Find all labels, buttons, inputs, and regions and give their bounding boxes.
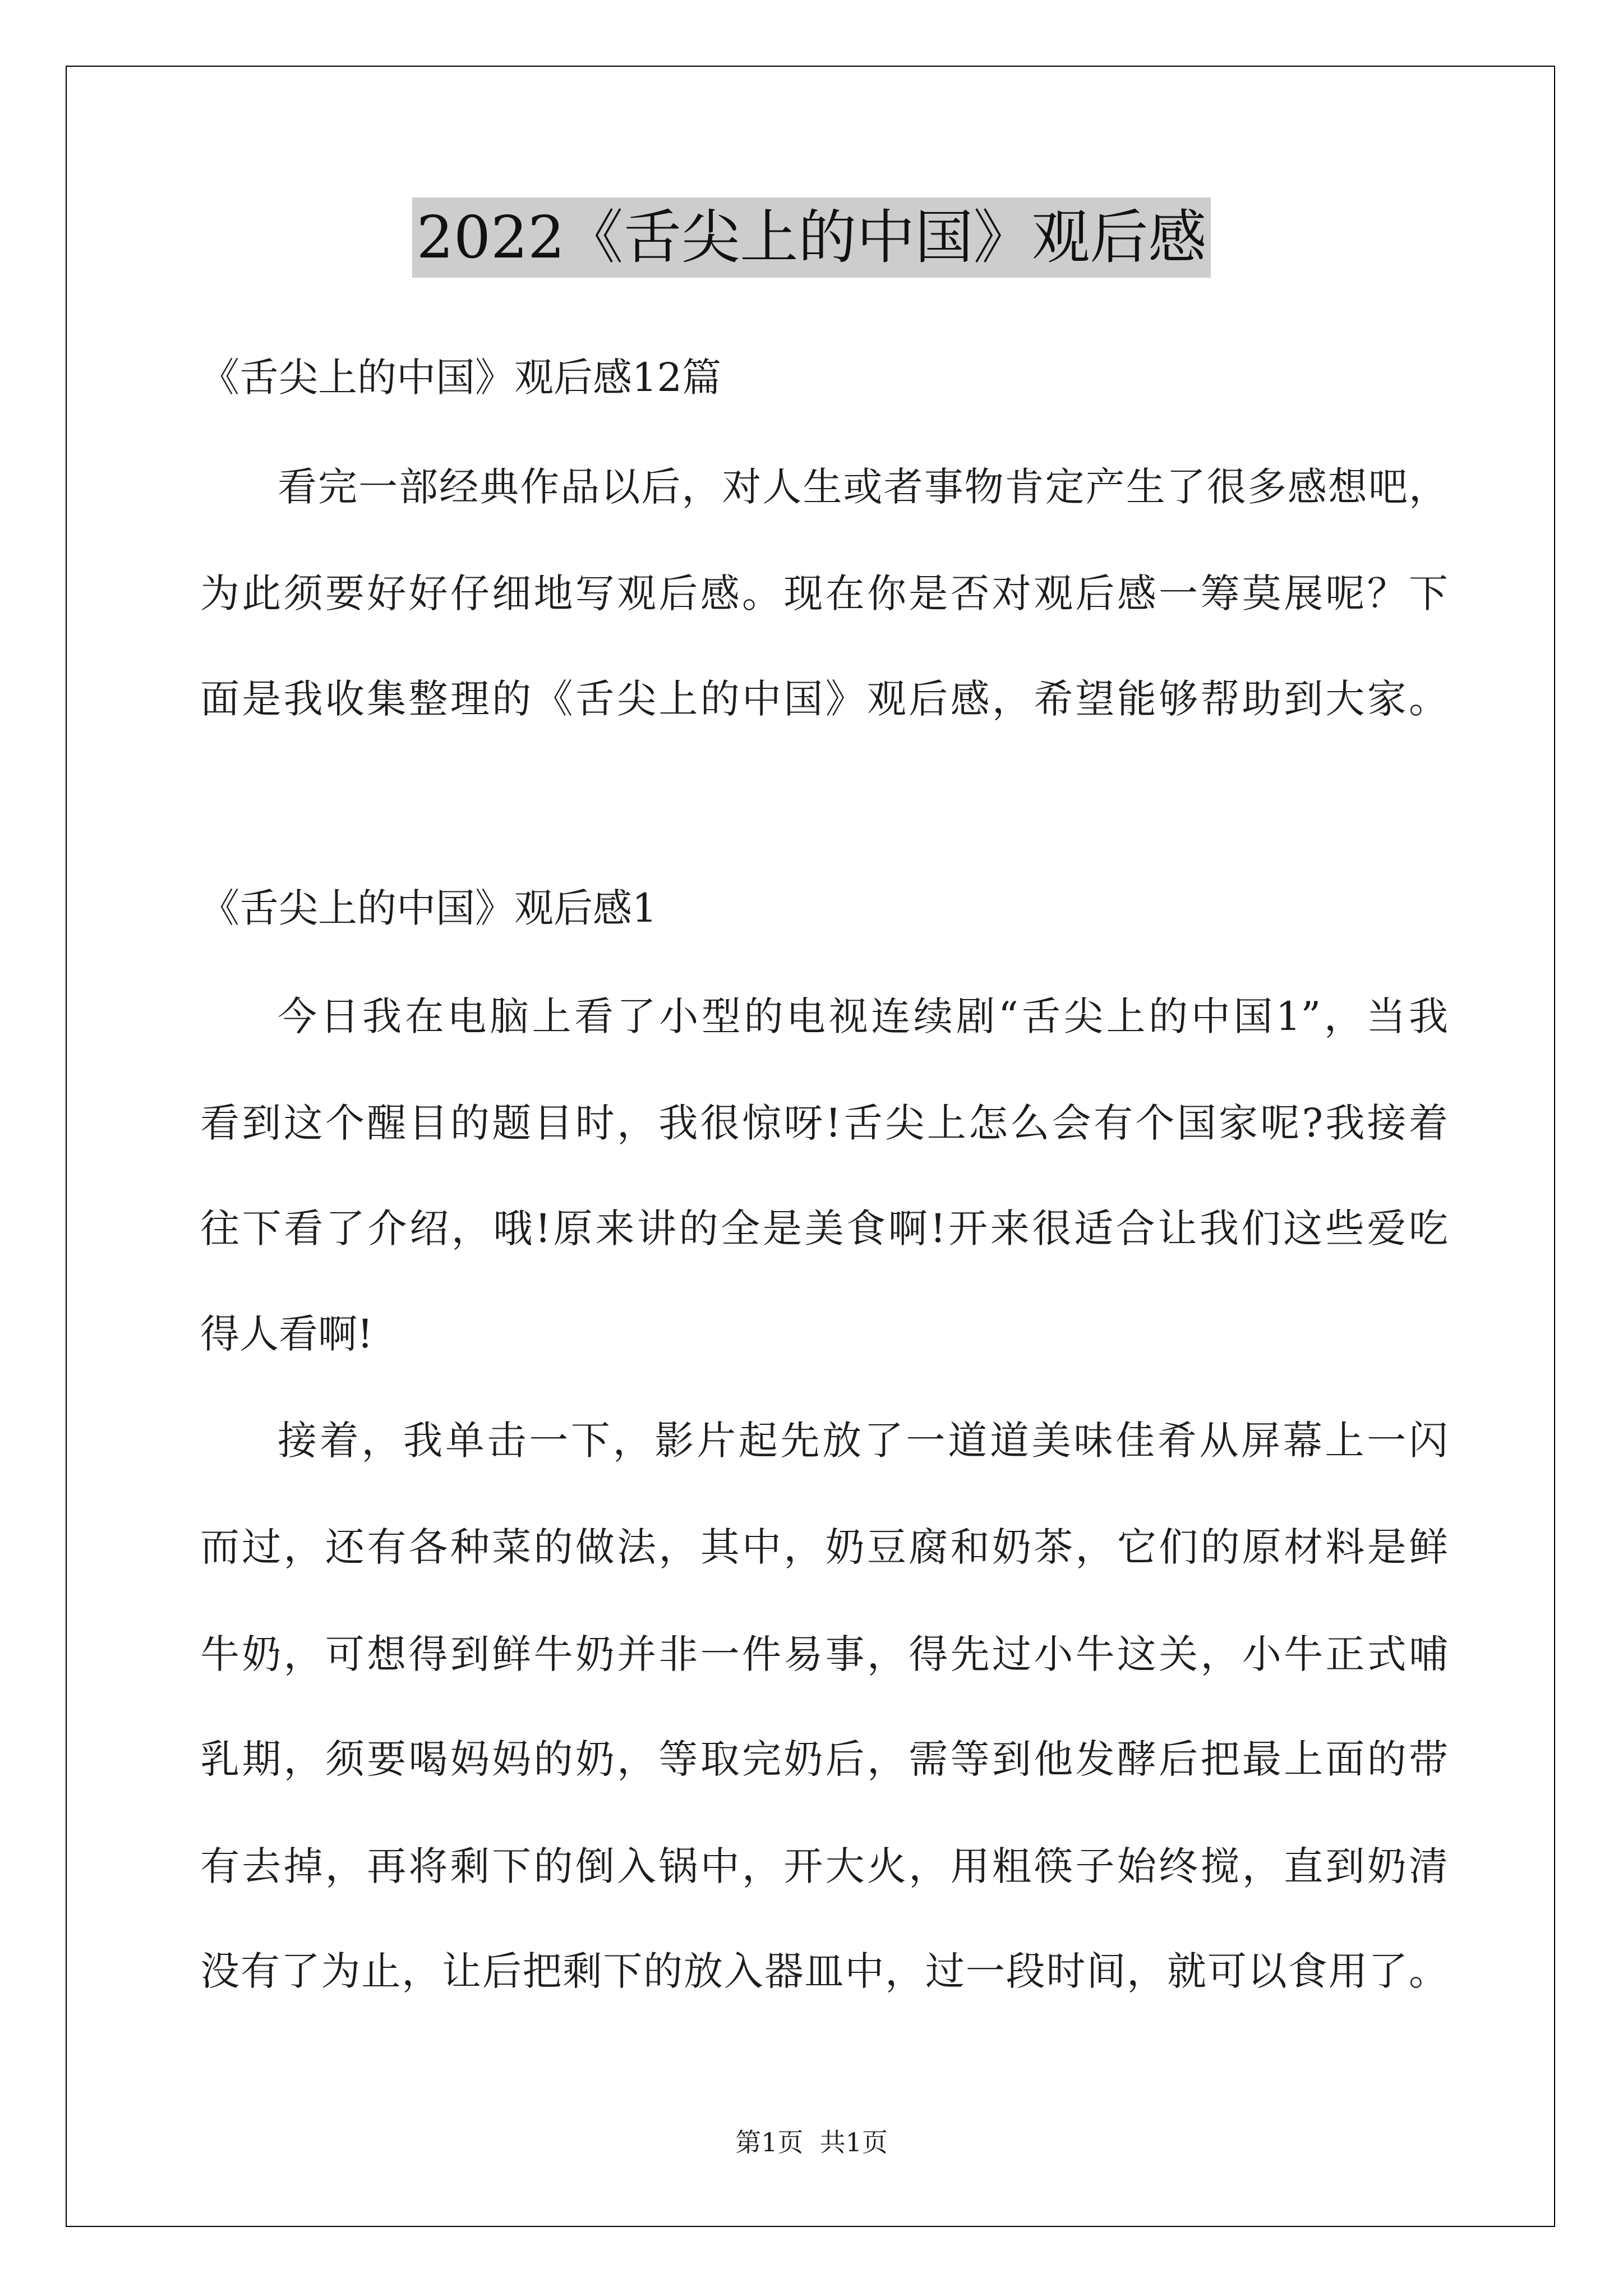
intro-line: 看完一部经典作品以后，对人生或者事物肯定产生了很多感想吧， (278, 464, 1448, 510)
paragraph-line: 而过，还有各种菜的做法，其中，奶豆腐和奶茶，它们的原材料是鲜 (200, 1524, 1448, 1570)
paragraph-line: 乳期，须要喝妈妈的奶，等取完奶后，需等到他发酵后把最上面的带 (200, 1736, 1448, 1782)
document-subtitle: 《舌尖上的中国》观后感12篇 (200, 355, 722, 401)
intro-line: 面是我收集整理的《舌尖上的中国》观后感，希望能够帮助到大家。 (200, 676, 1448, 722)
paragraph-line: 得人看啊! (200, 1311, 374, 1357)
paragraph-line: 有去掉，再将剩下的倒入锅中，开大火，用粗筷子始终搅，直到奶清 (200, 1843, 1448, 1889)
paragraph-line: 看到这个醒目的题目时，我很惊呀!舌尖上怎么会有个国家呢?我接着 (200, 1100, 1448, 1146)
paragraph-line: 没有了为止，让后把剩下的放入器皿中，过一段时间，就可以食用了。 (200, 1948, 1448, 1994)
document-title: 2022《舌尖上的中国》观后感 (412, 197, 1211, 278)
intro-line: 为此须要好好仔细地写观后感。现在你是否对观后感一筹莫展呢？下 (200, 570, 1448, 616)
title-block (0, 197, 1623, 278)
section-heading: 《舌尖上的中国》观后感1 (200, 885, 657, 931)
paragraph-line: 往下看了介绍，哦!原来讲的全是美食啊!开来很适合让我们这些爱吃 (200, 1205, 1448, 1251)
paragraph-line: 今日我在电脑上看了小型的电视连续剧“舌尖上的中国1”，当我 (278, 993, 1448, 1039)
paragraph-line: 接着，我单击一下，影片起先放了一道道美味佳肴从屏幕上一闪 (278, 1418, 1448, 1464)
page-footer: 第1页 共1页 (735, 2127, 888, 2157)
paragraph-line: 牛奶，可想得到鲜牛奶并非一件易事，得先过小牛这关，小牛正式哺 (200, 1631, 1448, 1677)
